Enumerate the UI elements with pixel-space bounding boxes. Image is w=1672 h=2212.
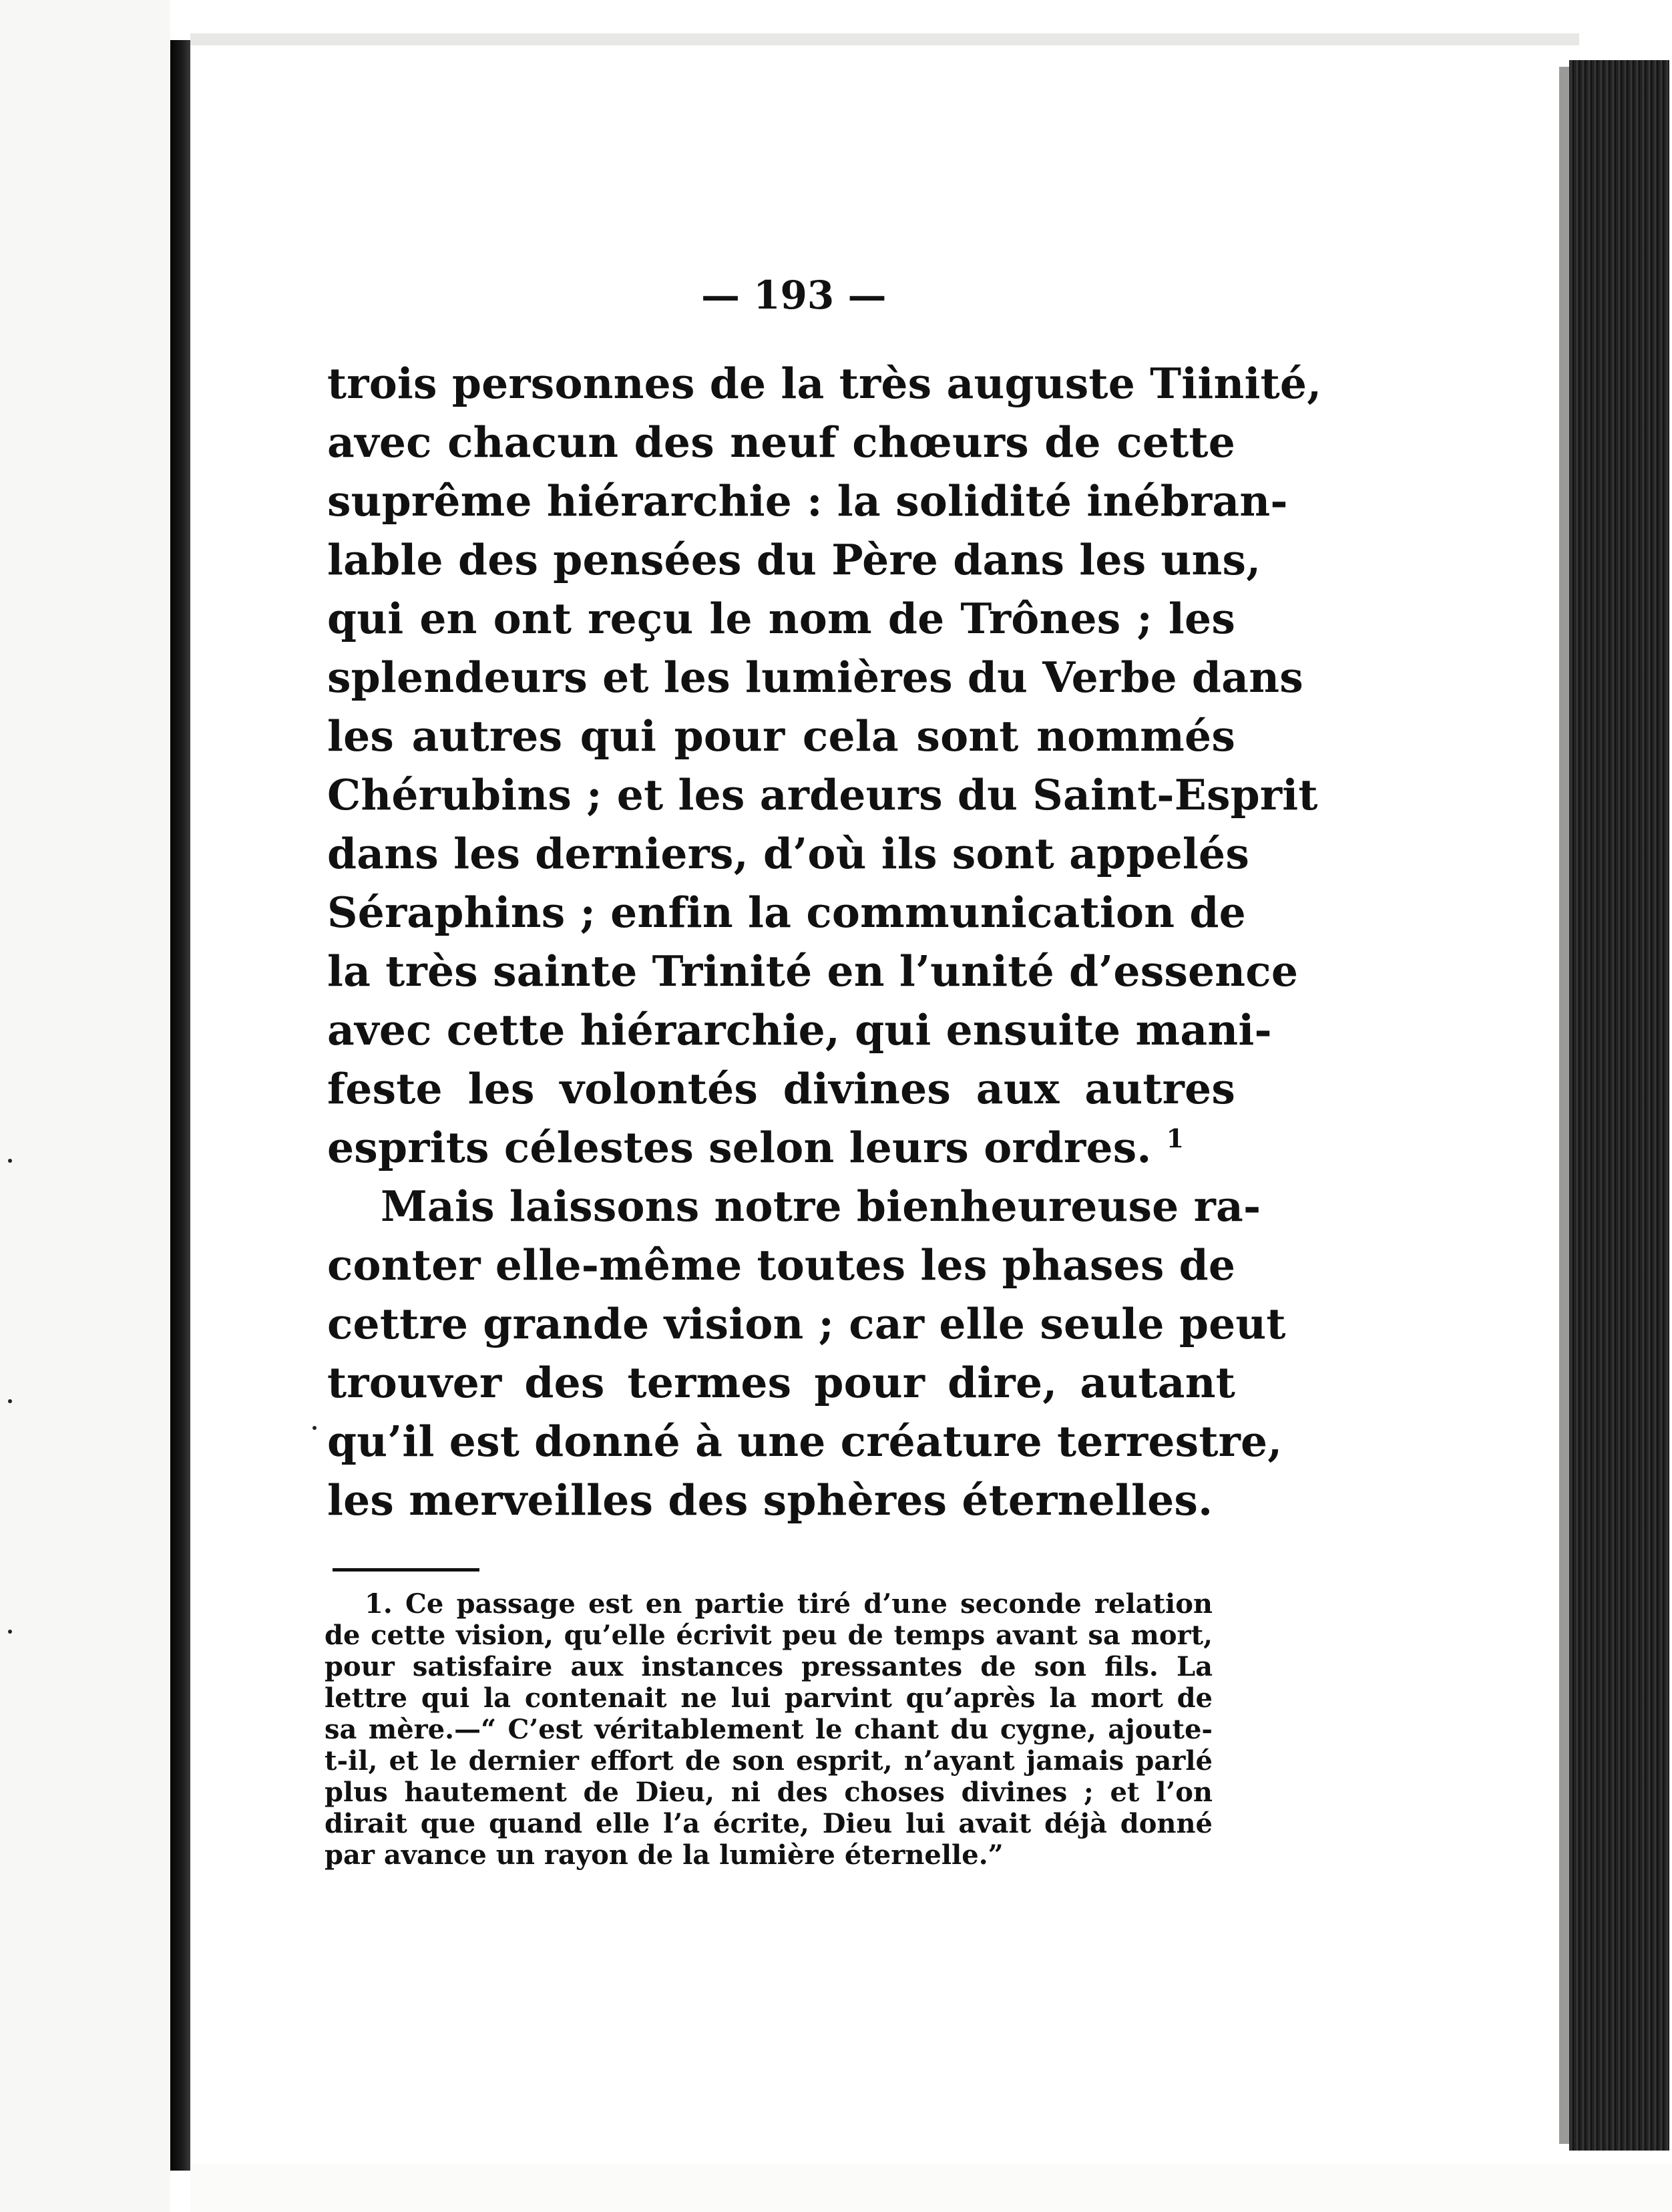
footnote-reference: 1 — [1166, 1123, 1185, 1153]
scan-speck — [8, 1399, 12, 1403]
footnote-line: 1. Ce passage est en partie tiré d’une seconde relation — [365, 1588, 1213, 1620]
scan-speck — [8, 1159, 12, 1163]
footnote-line: de cette vision, qu’elle écrivit peu de temps avant sa mort, — [325, 1620, 1213, 1651]
text-line: splendeurs et les lumières du Verbe dans — [327, 653, 1303, 702]
text-line: trois personnes de la très auguste Tiinité, — [327, 359, 1322, 408]
text-line: cettre grande vision ; car elle seule peut — [327, 1299, 1286, 1348]
text-line: esprits célestes selon leurs ordres. — [327, 1123, 1152, 1172]
text-line: conter elle-même toutes les phases de — [327, 1240, 1236, 1290]
text-line: les merveilles des sphères éternelles. — [327, 1475, 1213, 1525]
scan-speck — [8, 1630, 12, 1634]
text-line: qu’il est donné à une créature terrestre, — [327, 1417, 1283, 1466]
footnote-line: dirait que quand elle l’a écrite, Dieu lui avait déjà donné — [325, 1808, 1213, 1839]
text-line: trouver des termes pour dire, autant — [327, 1358, 1235, 1407]
page-top-shadow — [190, 33, 1579, 45]
footnote-line: plus hautement de Dieu, ni des choses divines ; et l’on — [325, 1777, 1213, 1808]
text-line: avec chacun des neuf chœurs de cette — [327, 417, 1235, 467]
main-text — [327, 354, 1322, 1529]
page-bottom-margin — [190, 2164, 1672, 2212]
text-line: avec cette hiérarchie, qui ensuite mani- — [327, 1005, 1272, 1055]
book-fore-edge — [1569, 60, 1669, 2151]
scan-speck — [312, 1426, 317, 1430]
facing-page-edge — [0, 0, 170, 2212]
text-line: Séraphins ; enfin la communication de — [327, 888, 1246, 937]
paragraph-start-line: Mais laissons notre bienheureuse ra- — [381, 1181, 1261, 1231]
footnote-separator — [333, 1568, 479, 1572]
text-line: qui en ont reçu le nom de Trônes ; les — [327, 594, 1235, 643]
text-line: la très sainte Trinité en l’unité d’essence — [327, 946, 1299, 996]
text-line: les autres qui pour cela sont nommés — [327, 711, 1235, 761]
footnote — [325, 1588, 1213, 1871]
text-line: dans les derniers, d’où ils sont appelés — [327, 829, 1249, 878]
text-line: feste les volontés divines aux autres — [327, 1064, 1235, 1113]
footnote-line: t-il, et le dernier effort de son esprit, n’ayant jamais parlé — [325, 1745, 1213, 1777]
book-gutter — [170, 40, 190, 2171]
text-line: lable des pensées du Père dans les uns, — [327, 535, 1261, 584]
footnote-line: par avance un rayon de la lumière éternelle.” — [325, 1839, 1004, 1871]
footnote-line: lettre qui la contenait ne lui parvint qu’après la mort de — [325, 1682, 1213, 1714]
footnote-line: pour satisfaire aux instances pressantes de son fils. La — [325, 1651, 1213, 1682]
page-number: — 193 — — [701, 272, 887, 318]
footnote-line: sa mère.—“ C’est véritablement le chant du cygne, ajoute- — [325, 1714, 1213, 1745]
text-line-with-note — [327, 1118, 1235, 1177]
text-line: Chérubins ; et les ardeurs du Saint-Esprit — [327, 770, 1318, 819]
text-line: suprême hiérarchie : la solidité inébran- — [327, 476, 1288, 526]
